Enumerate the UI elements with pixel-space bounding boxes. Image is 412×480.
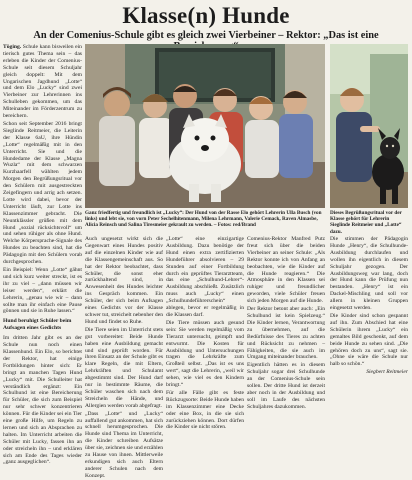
article-column-3 xyxy=(166,236,244,431)
paragraph: Die Tiere müssen auch gesund sein: Sie werden regelmäßig vom Tierarzt untersucht, geimpft und entwurmt. Die Kosten für Ausbildung und Untersuchungen tragen die Lehrkräfte zum Großteil selbst. „Das ist es uns wert“, sagt die Lehrerin, „weil wir sehen, wie viel es den Kindern bringt.“ xyxy=(166,319,244,389)
article-column-1 xyxy=(3,44,82,466)
dateline: Töging. xyxy=(3,44,22,50)
subhead: An der Comenius-Schule gibt es gleich zwei Vierbeiner – Rektor: „Das ist eine xyxy=(33,30,379,41)
paragraph: „Dass „Lotte“ und „Lucky“ auffallend gut ankommen, hat sich schnell herumgesprochen. Die Hunde sind Thema im Unterricht, die Kinder schreiben Aufsätze über sie, zeichnen sie und erzählen zu Hause von ihnen. Mittlerweile erkundigen sich auch Eltern anderer Schulen nach dem Konzept. xyxy=(85,410,163,479)
author: Siegbert Reitmeier xyxy=(366,369,408,376)
side-photo xyxy=(330,44,408,208)
main-photo-caption: Ganz friedfertig und freundlich ist „Lucky“: Der Hund von der Rasse Elo gehört Lehrerin Ulla Busch (von links) und lebt sie, von vorn Peter Sechelhitenmann, Milena Lehrmann, Valerie Cemack, Raven Almasbe, Alicia Reinsch und Salina Tiresmeier gekrault zu werden. – Fotos: red/Brand xyxy=(85,210,322,229)
main-photo xyxy=(85,44,325,208)
paragraph: Für alle Fälle gibt es feste Rückzugsorte: Beide Hunde haben im Klassenzimmer eine Decke oder eine Box, in die sie sich zurückziehen können. Dort dürfen die Kinder sie nicht stören. xyxy=(166,389,244,431)
subheading: Hund beruhigt Schüler beim Aufsagen eines Gedichts xyxy=(3,318,72,332)
paragraph: Eigentlich hätten es in diesem Schuljahr sogar drei Schulhunde an der Comenius-Schule sein sollen. Der dritte Hund ist derzeit aber noch in der Ausbildung und soll im Laufe des nächsten Schuljahres dazukommen. xyxy=(247,362,325,410)
paragraph: Comenius-Rektor Manfred Putz freut sich über die beiden Vierbeiner an seiner Schule: „Als Rektor konnte ich von Anfang an beobachten, wie die Kinder auf die Hunde reagieren.“ Die Atmosphäre in den Klassen sei ruhiger und freundlicher geworden, viele Schüler freuen sich jeden Morgen auf die Hunde. xyxy=(247,236,325,305)
paragraph: Die stimmen der Pädagogin Hunde „Henry“, die Schulhunde-Ausbildung durchlaufen und wollen ihn eigentlich in diesem Schuljahr gezogen. Der Ausbildungsweg war lang, doch der Hund kann die Prüfung nun bestanden. „Henry“ ist ein Dackel-Mischling und soll vor allem in kleinen Gruppen eingesetzt werden. xyxy=(330,236,408,312)
side-photo-caption: Dieses Begrüßungsritual vor der Klasse gehört für Lehrerin Sieglinde Reitmeier und „Lotte“ dazu. xyxy=(330,210,402,235)
paragraph: Der Rektor betont aber auch: „Ein Schulhund ist kein Spielzeug.“ Die Kinder lernen, Verantwortung zu übernehmen, auf die Bedürfnisse des Tieres zu achten und Rücksicht zu nehmen – Fähigkeiten, die sie auch im Umgang miteinander brauchen. xyxy=(247,306,325,361)
paragraph: Auch ungesetzt wirkt sich die Gegenwart eines Hundes positiv auf die einzelnen Kinder wie auf die Klassengemeinschaft aus. So hat der Rektor beobachtet, dass Schüler, die sonst eher zurückhaltend sind, in Anwesenheit des Hundes leichter ins Gespräch kommen. Ein Schüler, der sich beim Aufsagen eines Gedichts vor der Klasse schwer tut, streichelt nebenher den Hund und findet so Ruhe. xyxy=(85,236,163,325)
paragraph: Schon seit September 2016 bringt Sieglinde Reitmeier, die Leiterin der Klasse 6aU, ihre Hündin „Lotte“ regelmäßig mit in den Unterricht. Sie und die Hundedame der Klasse „Magna Wuzla“ mit dem schwarzen Kurzhaarfell wählten jedem Morgen den Begrüßungsritual vor den Schülern mit ausgestreckten Zeigefingern und arrig ach setzen. Lotte wird dabei, bevor der Unterricht läuft, zur Lotte ins Klassenzimmer gebracht. Die Neuntklässler grüßen mit dem Hund „sozial rücksichtsvoll“ um und sehen rühiger als ohne Hund. Welche Körpersprache-Signale des Hundes zu beachten sind, hat die Pädagogin mit den Schülern vorab durchgesprochen. xyxy=(3,120,82,266)
article-column-2 xyxy=(85,236,163,479)
headline: Klasse(n) Hunde xyxy=(122,3,290,28)
paragraph: Die Tiere seien im Unterricht stets gut vorbereitet: Beide Hunde haben eine Ausbildung gemacht und sind geprüft worden. Für ihren Einsatz an der Schule gibt es klare Regeln, die mit Eltern, Lehrkräften und Schulamt abgestimmt sind. Der Hund darf nur in bestimmte Räume, die Schüler waschen sich nach dem Streicheln die Hände, und Allergien werden vorab abgefragt. xyxy=(85,326,163,409)
article-column-4 xyxy=(247,236,325,410)
paragraph: „Lotte“ eine einzigartige Ausbildung. Dazu benötige der Hund einen extra zertifizierten Hundeführer absolvieren – 29 Stunden auf einer Fortbildung durch ein geprüftes Tierarztteam, das eine „Schulhund-Lehrer“-Ausbildung abschließt. Zusätzlich muss auch „Lucky“ einen „Schulhundeführerschein“ ablegen, bevor er regelmäßig in die Klassen darf. xyxy=(166,236,244,318)
article-column-5 xyxy=(330,236,408,399)
paragraph: Töging. Schule kann bisweilen ein tierisch gutes Thema sein – das erleben die Kinder der Comenius-Schule seit diesem Schuljahr gleich doppelt: Mit dem Ungarischen Jagdhund „Lotte“ und dem Elo „Lucky“ sind zwei Vierbeiner zur Lehrerinnen ins Schulleben gekommen, um das Miteinander im Förderzentrum zu bereichern. xyxy=(3,44,82,120)
paragraph: Die Kinder sind schon gespannt auf ihn. Zum Abschied hat eine Schülerin ihrem „Lucky“ ein gemaltes Bild geschenkt, auf dem beide Hunde zu sehen sind. „Die gehören doch zu uns“, sagt sie. „Ohne sie wäre die Schule nur halb so schön.“ xyxy=(330,312,408,368)
photo-credit: – Fotos: red/Brand xyxy=(213,222,256,229)
paragraph: Ein Beispiel: Wenn „Lotte“ gähnt und sich kurz weiter streckt, ist es ihr zu viel – „dann müssen wir leiser werden“, erklärt die Lehrerin, „genau wie wir – dann sollte man ihr einfach eine Pause gönnen und sie in Ruhe lassen.“ xyxy=(3,267,82,315)
paragraph: Im dritten Jahr gibt es an der Schule nun noch einen Klassenhund. Ein Elo, so berichtet der Rektor, hat einige Fortbildungen hinter sich: Er bringt an manchen Tagen Hund „Lucky“ mit. Die Schulleiter hat verständlich ergänzt: Ein Schulhund ist eine Bereicherung für Schüler, die sich zum Beispiel nur sehr schwer konzentrieren können. Für die Kinder sei ein Tier eine große Hilfe, um Regeln zu lernen und sich an Absprachen zu halten. Im Unterricht arbeiten die Schüler mit Lucky, fassen ihn an oder streicheln ihn – und erklären sich am Ende des Tages wieder „ganz ausgeglichen“. xyxy=(3,335,82,466)
